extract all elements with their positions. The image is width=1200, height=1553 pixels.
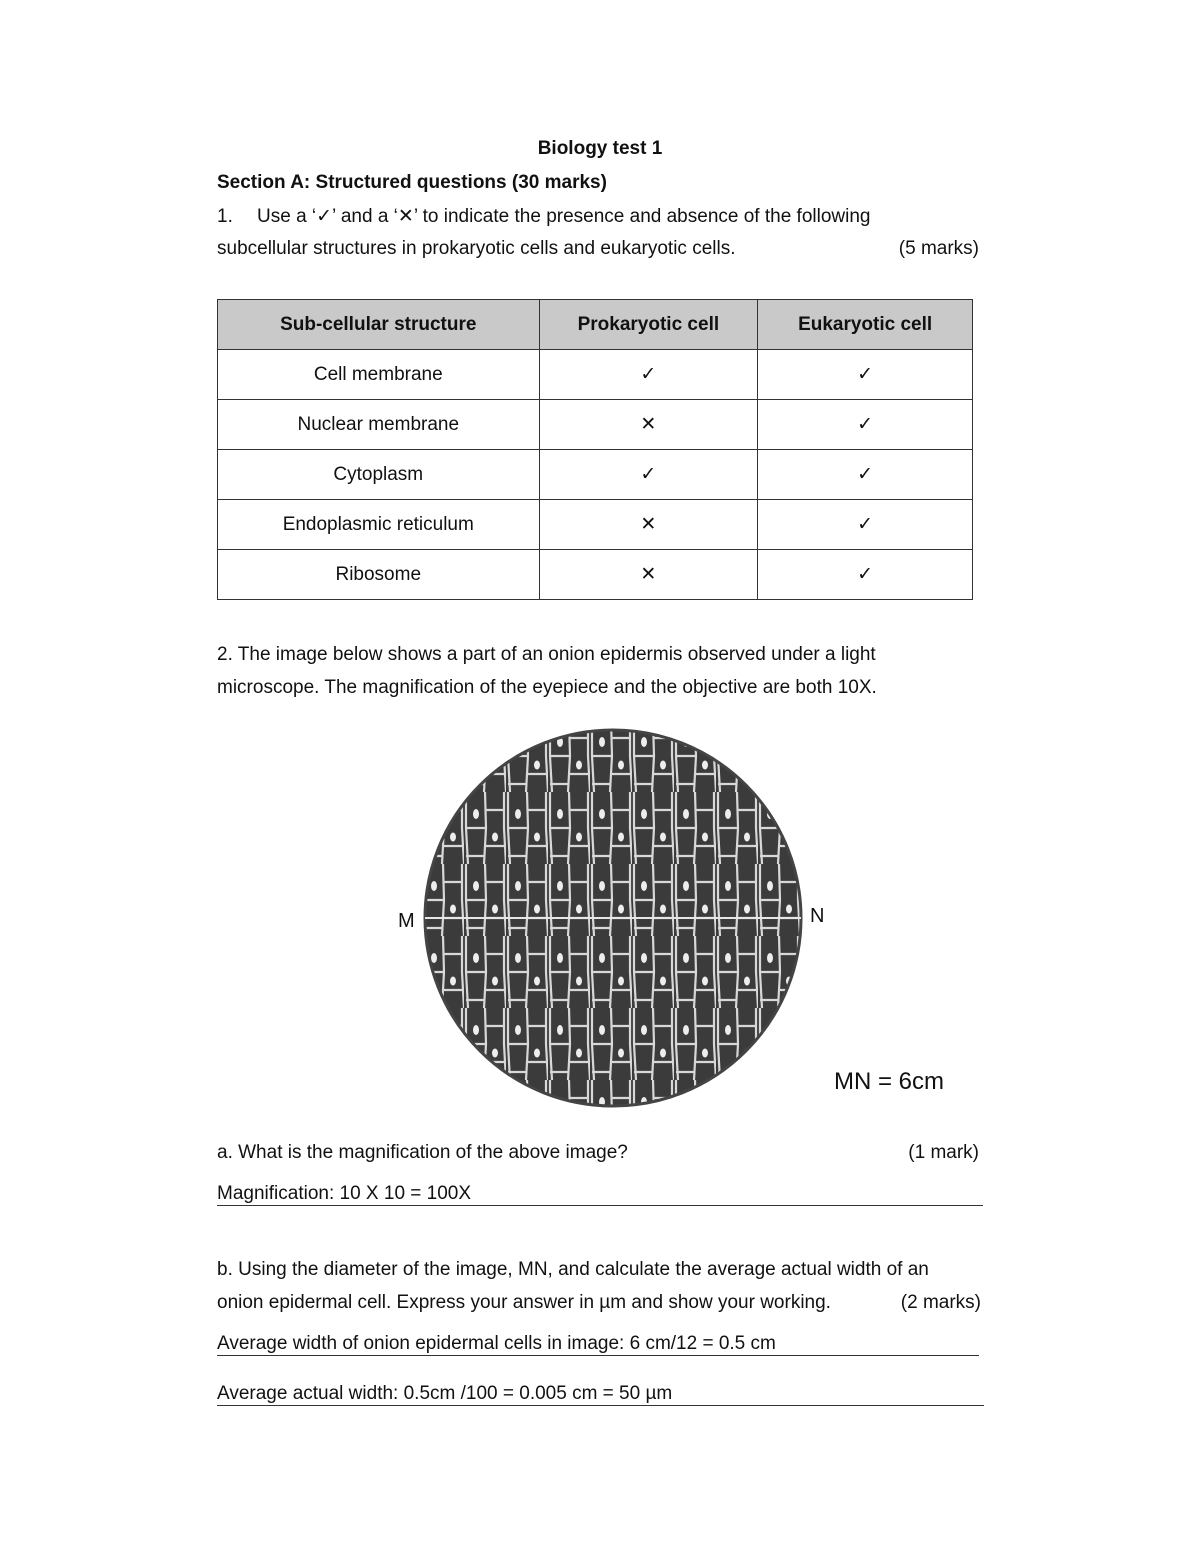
- section-heading: Section A: Structured questions (30 marks): [217, 172, 607, 193]
- structure-name: Ribosome: [218, 550, 540, 600]
- table-row: [218, 450, 973, 500]
- question-1-text-1: Use a ‘✓’ and a ‘✕’ to indicate the presence and absence of the following: [257, 206, 871, 227]
- diameter-caption: MN = 6cm: [834, 1068, 945, 1095]
- table-row: [218, 350, 973, 400]
- question-2-line-2: microscope. The magnification of the eyepiece and the objective are both 10X.: [217, 677, 877, 698]
- prokaryotic-mark: ✕: [539, 500, 758, 550]
- question-1-line-2: [217, 238, 979, 260]
- header-prokaryotic: Prokaryotic cell: [539, 300, 758, 350]
- question-1-text-2: subcellular structures in prokaryotic cells and eukaryotic cells.: [217, 238, 736, 259]
- question-1-marks: (5 marks): [898, 238, 979, 259]
- table-row: [218, 550, 973, 600]
- answer-2b-line-1: Average width of onion epidermal cells in image: 6 cm/12 = 0.5 cm: [217, 1333, 979, 1356]
- structure-name: Cytoplasm: [218, 450, 540, 500]
- header-structure: Sub-cellular structure: [218, 300, 540, 350]
- answer-2a: Magnification: 10 X 10 = 100X: [217, 1183, 983, 1206]
- question-1-line-1: [217, 205, 870, 228]
- question-2a: [217, 1142, 979, 1164]
- prokaryotic-mark: ✓: [539, 450, 758, 500]
- question-2-line-1: 2. The image below shows a part of an onion epidermis observed under a light: [217, 644, 876, 665]
- prokaryotic-mark: ✕: [539, 400, 758, 450]
- label-n: N: [810, 905, 825, 927]
- answer-2b-line-2: Average actual width: 0.5cm /100 = 0.005 cm = 50 µm: [217, 1383, 984, 1406]
- question-2a-text: a. What is the magnification of the above image?: [217, 1142, 628, 1163]
- eukaryotic-mark: ✓: [758, 350, 973, 400]
- table-row: [218, 400, 973, 450]
- structure-name: Cell membrane: [218, 350, 540, 400]
- table-row: [218, 500, 973, 550]
- structures-table: [217, 299, 973, 600]
- eukaryotic-mark: ✓: [758, 450, 973, 500]
- page-title: Biology test 1: [537, 138, 663, 159]
- question-2a-marks: (1 mark): [908, 1142, 979, 1163]
- eukaryotic-mark: ✓: [758, 400, 973, 450]
- onion-epidermis-micrograph: [380, 720, 840, 1120]
- header-eukaryotic: Eukaryotic cell: [758, 300, 973, 350]
- prokaryotic-mark: ✓: [539, 350, 758, 400]
- question-2b-text: onion epidermal cell. Express your answer in µm and show your working.: [217, 1292, 831, 1313]
- eukaryotic-mark: ✓: [758, 550, 973, 600]
- prokaryotic-mark: ✕: [539, 550, 758, 600]
- question-1-number: 1.: [217, 206, 233, 227]
- structure-name: Endoplasmic reticulum: [218, 500, 540, 550]
- question-2b-marks: (2 marks): [900, 1292, 981, 1313]
- label-m: M: [398, 910, 415, 932]
- question-2b-line-2: [217, 1292, 981, 1314]
- question-2b-line-1: b. Using the diameter of the image, MN, and calculate the average actual width of an: [217, 1259, 929, 1280]
- structure-name: Nuclear membrane: [218, 400, 540, 450]
- eukaryotic-mark: ✓: [758, 500, 973, 550]
- table-header-row: [218, 300, 973, 350]
